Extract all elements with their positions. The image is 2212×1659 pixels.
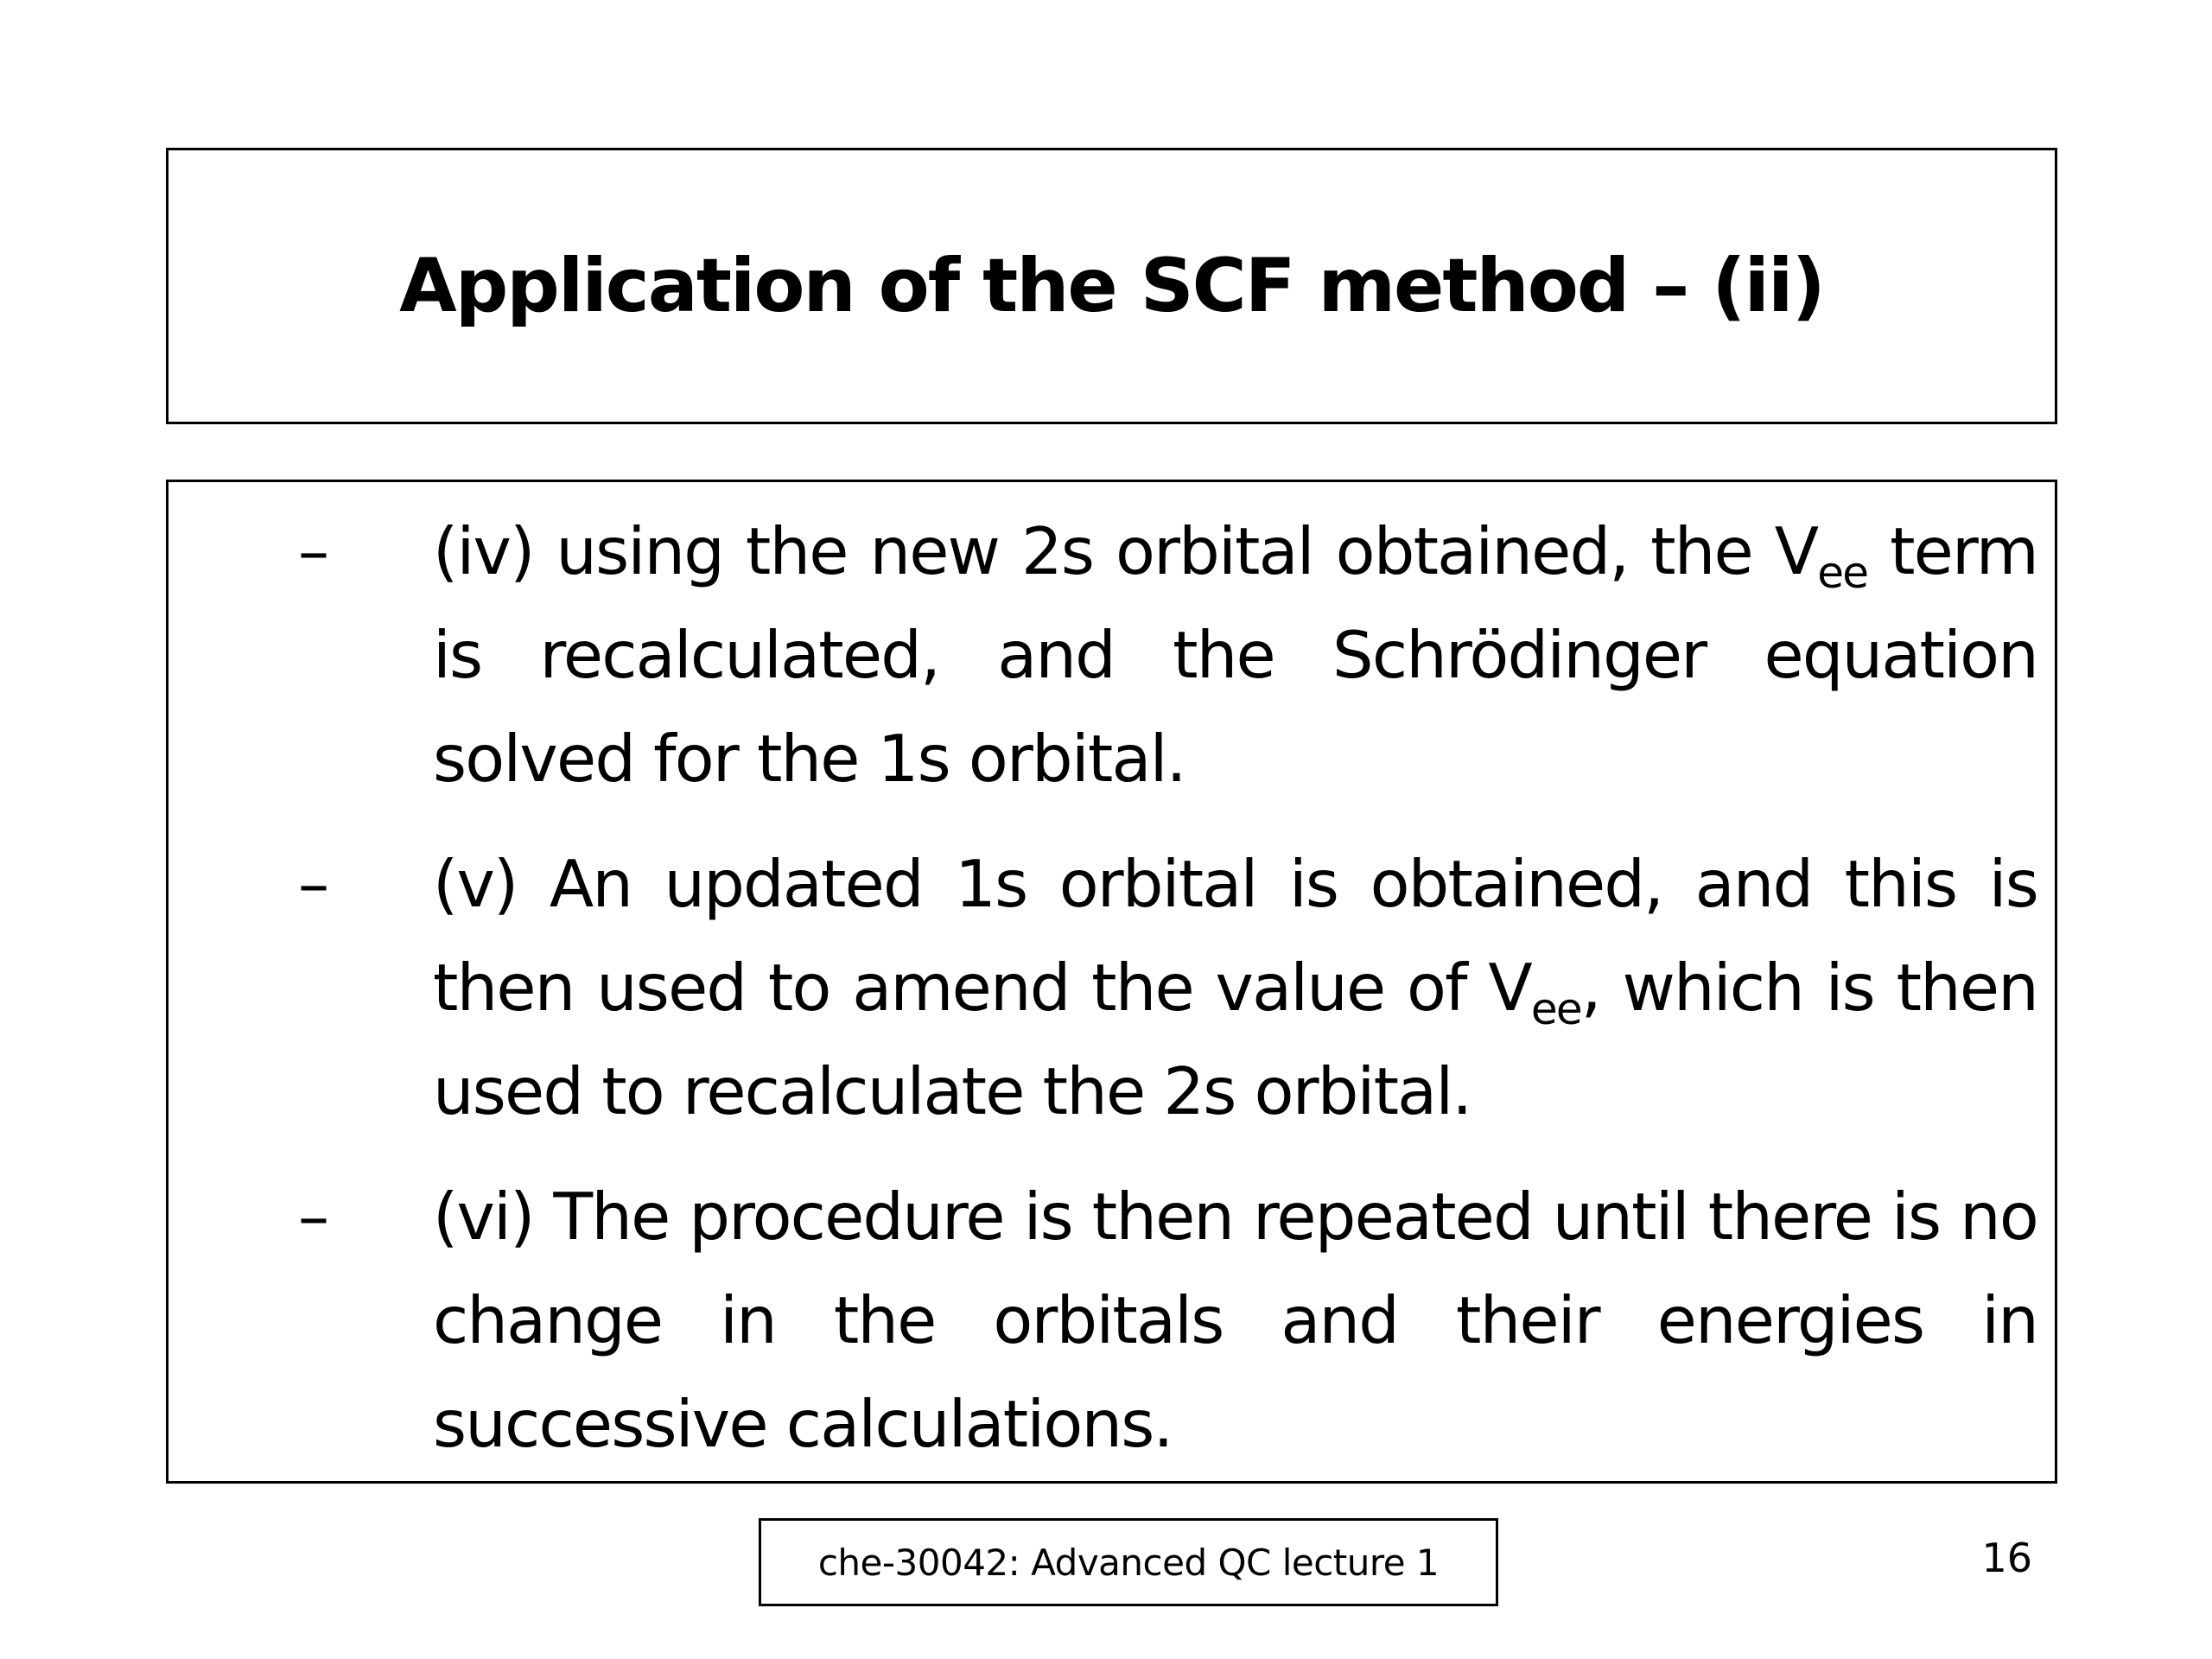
footer-course-box	[759, 1518, 1498, 1606]
bullet-text-part: , which is then used to recalculate the 2s orbital.	[433, 950, 2037, 1129]
slide-title: Application of the SCF method – (ii)	[399, 243, 1824, 329]
bullet-text	[433, 832, 2037, 1143]
bullet-dash: –	[298, 515, 329, 588]
subscript-ee: ee	[1817, 548, 1868, 598]
bullet-text	[433, 1165, 2037, 1476]
bullet-text-part: (iv) using the new 2s orbital obtained, the V	[433, 513, 1818, 589]
bullet-text-part: term is recalculated, and the Schrödinger equation solved for the 1s orbital.	[433, 513, 2037, 797]
page-number: 16	[1981, 1535, 2032, 1581]
bullet-item-vi	[168, 1165, 2055, 1476]
bullet-text	[433, 499, 2037, 810]
bullet-list	[168, 499, 2055, 1497]
bullet-text-part: (v) An updated 1s orbital is obtained, and this is then used to amend the value of V	[433, 846, 2037, 1026]
footer-course-label: che-30042: Advanced QC lecture 1	[817, 1541, 1440, 1584]
bullet-item-v	[168, 832, 2055, 1143]
title-box	[166, 148, 2057, 424]
bullet-item-iv	[168, 499, 2055, 810]
subscript-ee: ee	[1530, 984, 1581, 1034]
content-box	[166, 480, 2057, 1484]
bullet-dash: –	[298, 1180, 329, 1253]
bullet-text-part: (vi) The procedure is then repeated until there is no change in the orbitals and their energies in successive calculations.	[433, 1179, 2037, 1462]
bullet-dash: –	[298, 848, 329, 920]
